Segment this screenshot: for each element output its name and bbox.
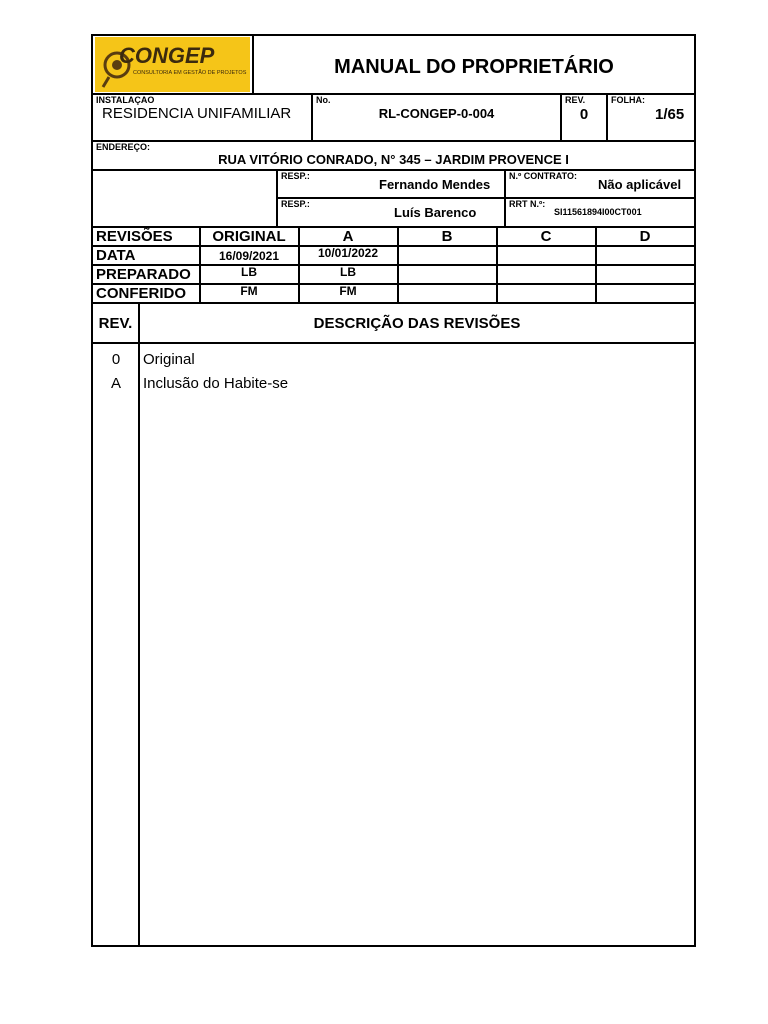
- divider: [606, 93, 608, 141]
- page-title: MANUAL DO PROPRIETÁRIO: [334, 56, 614, 78]
- revision-code: 0: [111, 351, 121, 368]
- contrato-label: N.º CONTRATO:: [509, 171, 577, 181]
- endereco-label: ENDEREÇO:: [96, 142, 151, 152]
- conferido-a: FM: [339, 284, 357, 298]
- divider: [91, 302, 696, 304]
- rrt-label: RRT N.º:: [509, 199, 546, 209]
- logo-tagline: CONSULTORIA EM GESTÃO DE PROJETOS: [133, 70, 247, 76]
- divider: [91, 169, 696, 171]
- folha-label: FOLHA:: [611, 95, 645, 105]
- rev-value: 0: [579, 106, 589, 123]
- col-b-header: B: [441, 228, 453, 245]
- revision-description: Original: [143, 351, 195, 368]
- no-label: No.: [316, 95, 331, 105]
- revisoes-header: REVISÕES: [96, 228, 173, 245]
- rev-column-header: REV.: [98, 315, 133, 332]
- preparado-original: LB: [241, 265, 257, 279]
- folha-value: 1/65: [655, 106, 685, 123]
- data-a: 10/01/2022: [317, 246, 379, 260]
- contrato-value: Não aplicável: [598, 177, 682, 192]
- endereco-value: RUA VITÓRIO CONRADO, N° 345 – JARDIM PROVENCE I: [218, 152, 569, 167]
- rrt-value: SI11561894I00CT001: [554, 207, 642, 217]
- col-original-header: ORIGINAL: [212, 228, 286, 245]
- revision-code: A: [110, 375, 121, 392]
- revision-description: Inclusão do Habite-se: [143, 375, 289, 392]
- divider: [91, 342, 696, 344]
- resp2-label: RESP.:: [281, 199, 310, 209]
- rev-label: REV.: [565, 95, 586, 105]
- resp1-value: Fernando Mendes: [379, 177, 491, 192]
- data-row-label: DATA: [96, 247, 136, 264]
- instalacao-value: RESIDENCIA UNIFAMILIAR: [102, 105, 292, 122]
- instalacao-label: INSTALAÇAO: [96, 95, 155, 105]
- description-column-header: DESCRIÇÃO DAS REVISÕES: [313, 315, 521, 332]
- divider: [276, 197, 696, 199]
- preparado-a: LB: [340, 265, 356, 279]
- preparado-row-label: PREPARADO: [96, 266, 191, 283]
- data-original: 16/09/2021: [218, 249, 280, 263]
- divider: [91, 140, 696, 142]
- divider: [138, 302, 140, 947]
- document-number: RL-CONGEP-0-004: [378, 106, 495, 121]
- conferido-original: FM: [240, 284, 258, 298]
- logo-brand: CONGEP: [119, 43, 215, 68]
- col-c-header: C: [540, 228, 552, 245]
- col-a-header: A: [342, 228, 354, 245]
- resp2-value: Luís Barenco: [394, 205, 477, 220]
- conferido-row-label: CONFERIDO: [96, 285, 186, 302]
- company-logo: [95, 37, 250, 92]
- resp1-label: RESP.:: [281, 171, 310, 181]
- col-d-header: D: [639, 228, 651, 245]
